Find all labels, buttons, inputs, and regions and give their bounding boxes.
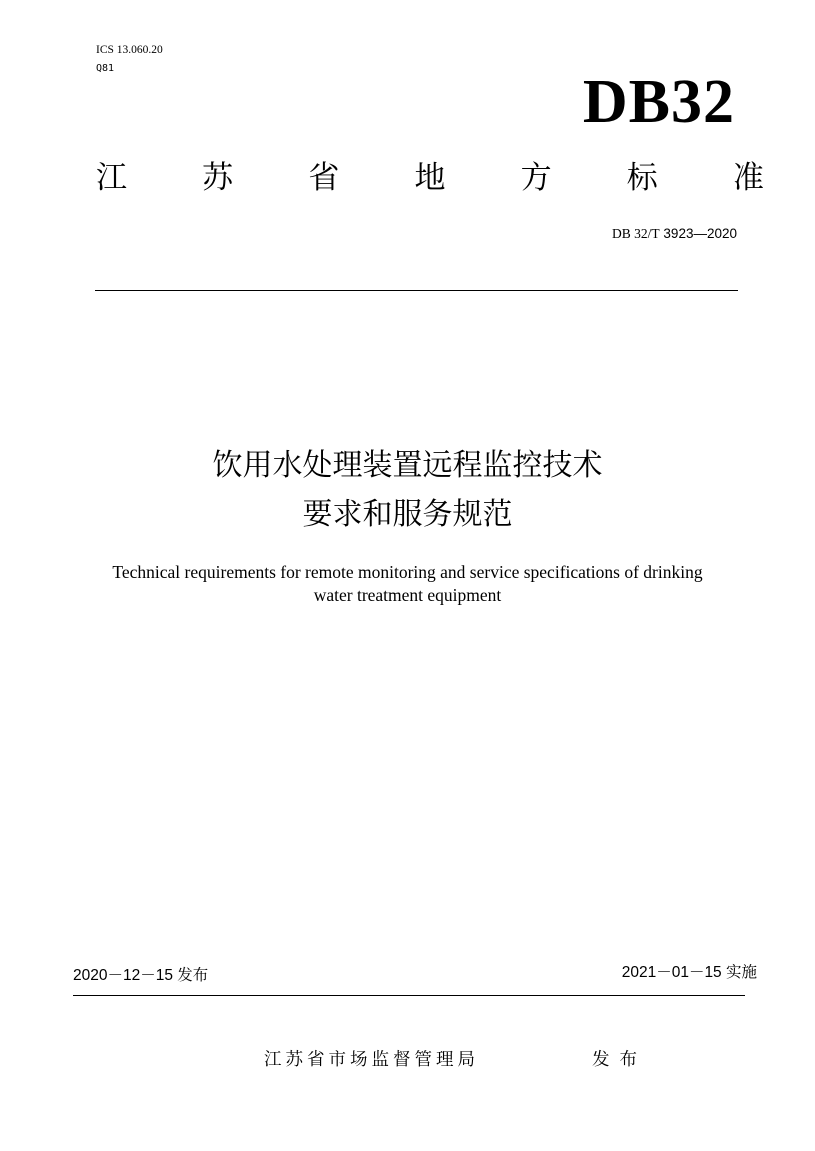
standard-prefix: DB 32/T xyxy=(612,226,660,241)
title-cn-line1: 饮用水处理装置远程监控技术 xyxy=(212,448,603,483)
issue-word: 发布 xyxy=(592,1050,647,1070)
title-en-line2: water treatment equipment xyxy=(313,585,502,605)
standard-number xyxy=(612,225,737,243)
issuing-authority: 江苏省市场监督管理局 xyxy=(264,1050,479,1070)
heading-char: 苏 xyxy=(202,160,234,196)
heading-char: 省 xyxy=(308,160,340,196)
ccs-code: Q81 xyxy=(96,63,115,74)
standard-code-logo: DB32 xyxy=(582,68,735,136)
header-divider xyxy=(95,290,738,291)
implement-date: 2021－01－15 实施 xyxy=(621,964,757,981)
local-standard-heading xyxy=(96,158,764,198)
heading-char: 地 xyxy=(414,160,446,196)
ics-code: ICS 13.060.20 xyxy=(96,44,163,56)
heading-char: 准 xyxy=(732,160,764,196)
title-en xyxy=(60,561,755,607)
footer-divider xyxy=(73,995,745,996)
heading-char: 方 xyxy=(520,160,552,196)
heading-char: 标 xyxy=(626,160,658,196)
title-en-line1: Technical requirements for remote monitoring and service specifications of drinking xyxy=(112,562,703,582)
publish-date: 2020－12－15 发布 xyxy=(73,967,209,984)
title-cn-line2: 要求和服务规范 xyxy=(302,497,513,532)
standard-serial: 3923—2020 xyxy=(663,226,737,241)
heading-char: 江 xyxy=(96,160,127,196)
